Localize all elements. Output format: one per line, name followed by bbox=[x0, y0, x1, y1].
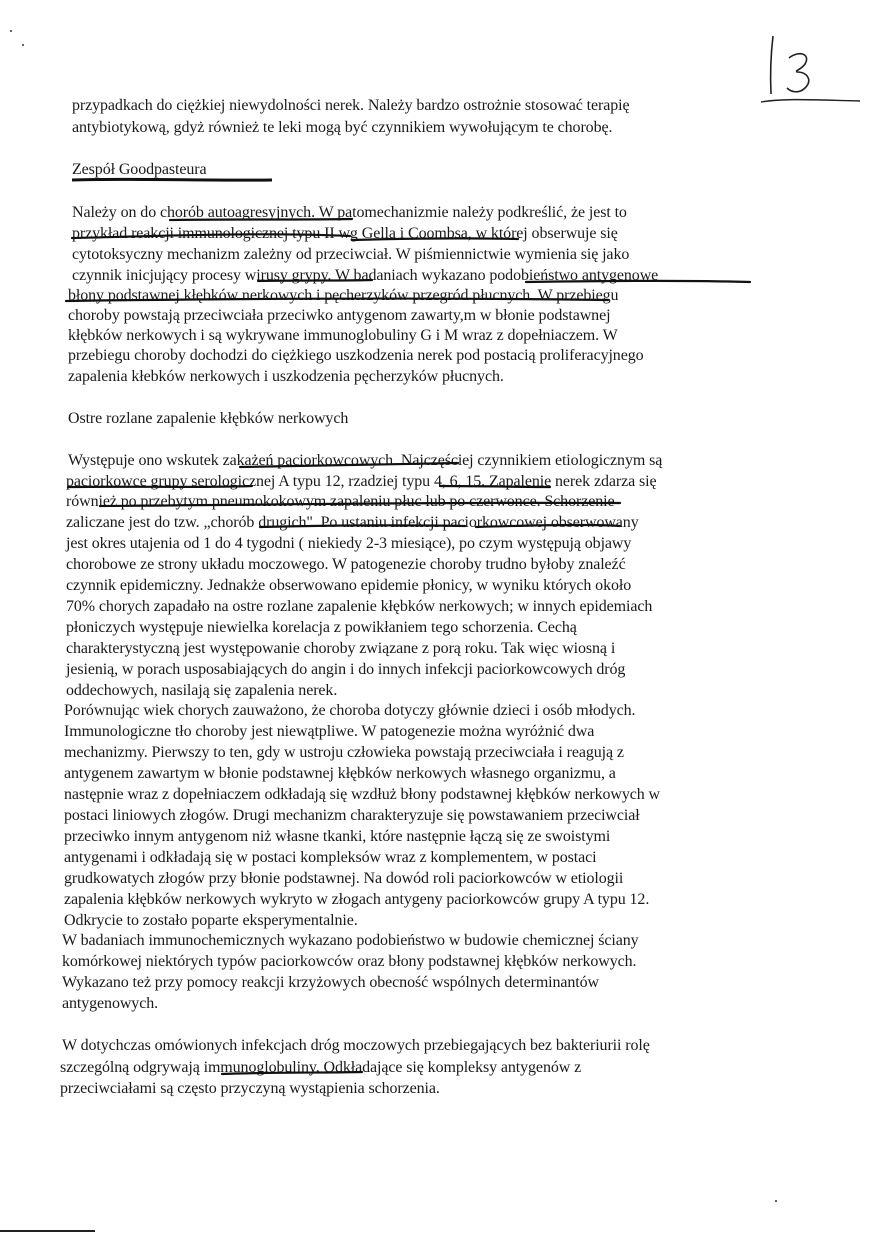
text-line: również po przebytym pneumokokowym zapaleniu płuc lub po czerwonce. Schorzenie bbox=[66, 493, 615, 510]
text-line: przeciwciałami są często przyczyną wystąpienia schorzenia. bbox=[60, 1080, 440, 1097]
text-line: postaci liniowych złogów. Drugi mechanizm charakteryzuje się powstawaniem przeciwciał bbox=[64, 807, 640, 824]
scan-speck bbox=[10, 30, 12, 32]
text-line: antygenem zawartym w błonie podstawnej kłębków nerkowych własnego organizmu, a bbox=[64, 765, 616, 782]
text-line: 70% chorych zapadało na ostre rozlane zapalenie kłębków nerkowych; w innych epidemiach bbox=[66, 598, 653, 615]
scan-speck bbox=[22, 44, 24, 46]
text-line: paciorkowce grupy serologicznej A typu 12, rzadziej typu 4, 6, 15. Zapalenie nerek zdarza się bbox=[66, 473, 657, 490]
text-line: Immunologiczne tło choroby jest niewątpliwe. W patogenezie można wyróżnić dwa bbox=[64, 723, 595, 740]
handwritten-page-number bbox=[755, 28, 865, 108]
text-line: antygenowych. bbox=[62, 995, 159, 1012]
text-line: charakterystyczną jest występowanie choroby związane z porą roku. Tak więc wiosną i bbox=[66, 640, 616, 657]
text-line: przypadkach do ciężkiej niewydolności nerek. Należy bardzo ostrożnie stosować terapię bbox=[72, 97, 630, 114]
text-line: chorobowe ze strony układu moczowego. W patogenezie choroby trudno byłoby znaleźć bbox=[66, 556, 626, 573]
scan-edge-line bbox=[0, 1230, 95, 1232]
text-line: W dotychczas omówionych infekcjach dróg moczowych przebiegających bez bakteriurii rolę bbox=[62, 1037, 650, 1054]
text-line: cytotoksyczny mechanizm zależny od przeciwciał. W piśmiennictwie wymienia się jako bbox=[72, 246, 630, 263]
text-line: mechanizmy. Pierwszy to ten, gdy w ustroju człowieka powstają przeciwciała i reagują z bbox=[64, 744, 624, 761]
text-line: antygenami i odkładają się w postaci kompleksów wraz z komplementem, w postaci bbox=[64, 849, 597, 866]
text-line: następnie wraz z dopełniaczem odkładają się wzdłuż błony podstawnej kłębków nerkowych w bbox=[64, 786, 660, 803]
text-line: oddechowych, nasilają się zapalenia nerek. bbox=[66, 682, 338, 699]
text-line: Wykazano też przy pomocy reakcji krzyżowych obecność wspólnych determinantów bbox=[62, 974, 600, 991]
text-line: przeciwko innym antygenom niż własne tkanki, które następnie łączą się ze swoistymi bbox=[64, 828, 611, 845]
text-line: antybiotykową, gdyż również te leki mogą być czynnikiem wywołującym te chorobę. bbox=[72, 119, 613, 136]
heading-underline bbox=[72, 177, 272, 183]
section-heading: Ostre rozlane zapalenie kłębków nerkowych bbox=[68, 410, 349, 427]
text-line: Należy on do chorób autoagresyjnych. W patomechanizmie należy podkreślić, że jest to bbox=[72, 204, 627, 221]
text-line: jesienią, w porach usposabiających do angin i do innych infekcji paciorkowcowych dróg bbox=[66, 661, 626, 678]
text-line: grudkowatych złogów przy błonie podstawnej. Na dowód roli paciorkowców w etiologii bbox=[64, 870, 624, 887]
text-line: jest okres utajenia od 1 do 4 tygodni ( niekiedy 2-3 miesiące), po czym występują objawy bbox=[66, 535, 632, 552]
text-line: kłębków nerkowych i są wykrywane immunoglobuliny G i M wraz z dopełniaczem. W bbox=[68, 327, 618, 344]
text-line: Porównując wiek chorych zauważono, że choroba dotyczy głównie dzieci i osób młodych. bbox=[64, 702, 636, 719]
text-line: W badaniach immunochemicznych wykazano podobieństwo w budowie chemicznej ściany bbox=[62, 932, 639, 949]
text-line: błony podstawnej kłębków nerkowych i pęcherzyków przegród płucnych. W przebiegu bbox=[68, 287, 619, 304]
section-heading: Zespół Goodpasteura bbox=[72, 161, 207, 178]
text-line: choroby powstają przeciwciała przeciwko antygenom zawarty,m w błonie podstawnej bbox=[68, 307, 611, 324]
text-line: czynnik inicjujący procesy wirusy grypy. W badaniach wykazano podobieństwo antygenowe bbox=[72, 267, 659, 284]
text-line: komórkowej niektórych typów paciorkowców oraz błony podstawnej kłębków nerkowych. bbox=[62, 953, 637, 970]
text-line: czynnik epidemiczny. Jednakże obserwowano epidemie płonicy, w wyniku których około bbox=[66, 577, 632, 594]
text-line: płoniczych występuje niewielka korelacja z powikłaniem tego schorzenia. Cechą bbox=[66, 619, 577, 636]
text-line: zapalenia kłębków nerkowych wykryto w złogach antygeny paciorkowców grupy A typu 12. bbox=[64, 891, 650, 908]
text-line: Występuje ono wskutek zakażeń paciorkowcowych. Najczęściej czynnikiem etiologicznym są bbox=[68, 452, 663, 469]
text-line: zaliczane jest do tzw. „chorób drugich". Po ustaniu infekcji paciorkowcowej obserwowany bbox=[66, 514, 639, 531]
scan-speck bbox=[775, 1200, 777, 1202]
text-line: szczególną odgrywają immunoglobuliny. Odkładające się kompleksy antygenów z bbox=[60, 1059, 582, 1076]
text-line: zapalenia kłebków nerkowych i uszkodzenia pęcherzyków płucnych. bbox=[68, 368, 504, 385]
text-line: przykład reakcji immunologicznej typu II wg Gella i Coombsa, w której obserwuje się bbox=[72, 225, 618, 242]
text-line: Odkrycie to zostało poparte eksperymentalnie. bbox=[64, 912, 358, 929]
text-line: przebiegu choroby dochodzi do ciężkiego uszkodzenia nerek pod postacią proliferacyjnego bbox=[68, 347, 644, 364]
